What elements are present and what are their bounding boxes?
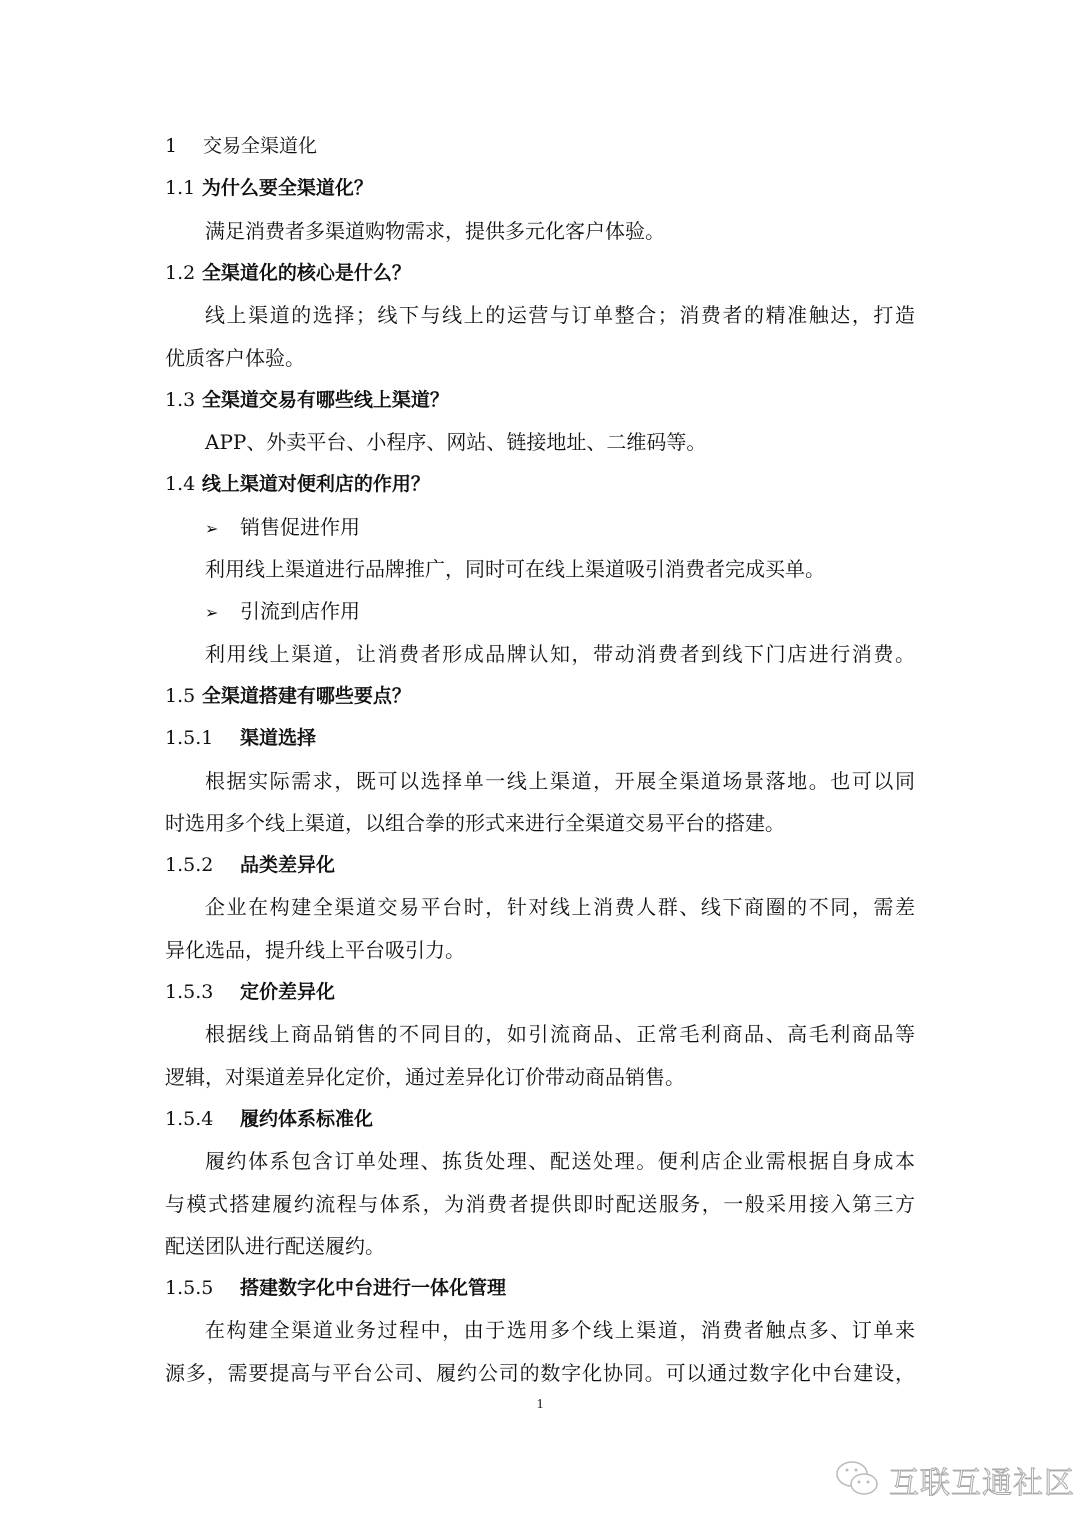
section-number: 1.4 — [165, 473, 196, 496]
paragraph-line: APP、外卖平台、小程序、网站、链接地址、二维码等。 — [205, 430, 707, 455]
section-number: 1.2 — [165, 261, 196, 284]
paragraph-line: 利用线上渠道，让消费者形成品牌认知，带动消费者到线下门店进行消费。 — [205, 641, 915, 666]
paragraph-line: 在构建全渠道业务过程中，由于选用多个线上渠道，消费者触点多、订单来 — [205, 1318, 915, 1343]
paragraph-line: 企业在构建全渠道交易平台时，针对线上消费人群、线下商圈的不同，需差 — [205, 895, 915, 920]
section-title: 履约体系标准化 — [240, 1107, 374, 1130]
arrow-bullet-icon: ➢ — [205, 603, 219, 623]
bullet-item — [165, 514, 915, 540]
paragraph-line: 时选用多个线上渠道，以组合拳的形式来进行全渠道交易平台的搭建。 — [165, 810, 785, 835]
section-title: 交易全渠道化 — [203, 135, 318, 157]
section-title: 全渠道交易有哪些线上渠道？ — [201, 388, 449, 411]
section-number: 1.5.4 — [165, 1107, 214, 1130]
paragraph-line: 逻辑，对渠道差异化定价，通过差异化订价带动商品销售。 — [165, 1064, 685, 1089]
watermark — [835, 1458, 1075, 1502]
paragraph-line: 源多，需要提高与平台公司、履约公司的数字化协同。可以通过数字化中台建设， — [165, 1360, 915, 1385]
section-title: 全渠道搭建有哪些要点？ — [201, 684, 411, 707]
section-title: 渠道选择 — [240, 727, 317, 750]
paragraph-line: 利用线上渠道进行品牌推广，同时可在线上渠道吸引消费者完成买单。 — [205, 557, 825, 581]
paragraph-line: 根据线上商品销售的不同目的，如引流商品、正常毛利商品、高毛利商品等 — [205, 1022, 915, 1047]
section-title: 为什么要全渠道化？ — [201, 177, 373, 200]
paragraph-line: 优质客户体验。 — [165, 345, 305, 370]
section-heading — [165, 471, 915, 497]
section-heading — [165, 852, 915, 878]
paragraph-line: 与模式搭建履约流程与体系，为消费者提供即时配送服务，一般采用接入第三方 — [165, 1191, 915, 1216]
watermark-text: 互联互通社区 — [889, 1466, 1075, 1501]
section-number: 1.5.1 — [165, 727, 214, 750]
section-heading — [165, 133, 915, 159]
section-title: 搭建数字化中台进行一体化管理 — [240, 1277, 507, 1300]
section-number: 1.3 — [165, 388, 196, 411]
section-heading — [165, 683, 915, 709]
section-heading — [165, 979, 915, 1005]
section-number: 1.5.2 — [165, 854, 214, 877]
page-number: 1 — [536, 1397, 544, 1412]
section-heading — [165, 725, 915, 751]
arrow-bullet-icon: ➢ — [205, 518, 219, 538]
section-heading — [165, 387, 915, 413]
bullet-item — [165, 598, 915, 624]
paragraph-line: 履约体系包含订单处理、拣货处理、配送处理。便利店企业需根据自身成本 — [205, 1149, 915, 1174]
section-heading — [165, 175, 915, 201]
section-number: 1 — [165, 135, 178, 157]
section-heading — [165, 1106, 915, 1132]
paragraph-line: 线上渠道的选择；线下与线上的运营与订单整合；消费者的精准触达，打造 — [205, 303, 915, 328]
paragraph-line: 满足消费者多渠道购物需求，提供多元化客户体验。 — [205, 218, 665, 243]
section-number: 1.1 — [165, 177, 196, 200]
section-title: 全渠道化的核心是什么？ — [201, 261, 411, 284]
section-number: 1.5.3 — [165, 981, 214, 1003]
bullet-text: 销售促进作用 — [240, 514, 360, 539]
section-title: 线上渠道对便利店的作用？ — [201, 473, 430, 496]
section-heading — [165, 1275, 915, 1301]
wechat-icon — [835, 1460, 881, 1500]
section-title: 品类差异化 — [240, 854, 336, 877]
paragraph-line: 根据实际需求，既可以选择单一线上渠道，开展全渠道场景落地。也可以同 — [205, 768, 915, 793]
paragraph-line: 配送团队进行配送履约。 — [165, 1233, 385, 1258]
paragraph-line: 异化选品，提升线上平台吸引力。 — [165, 937, 465, 962]
section-title: 定价差异化 — [240, 981, 336, 1003]
section-number: 1.5 — [165, 684, 196, 707]
section-heading — [165, 260, 915, 286]
section-number: 1.5.5 — [165, 1277, 214, 1300]
bullet-text: 引流到店作用 — [240, 599, 360, 624]
